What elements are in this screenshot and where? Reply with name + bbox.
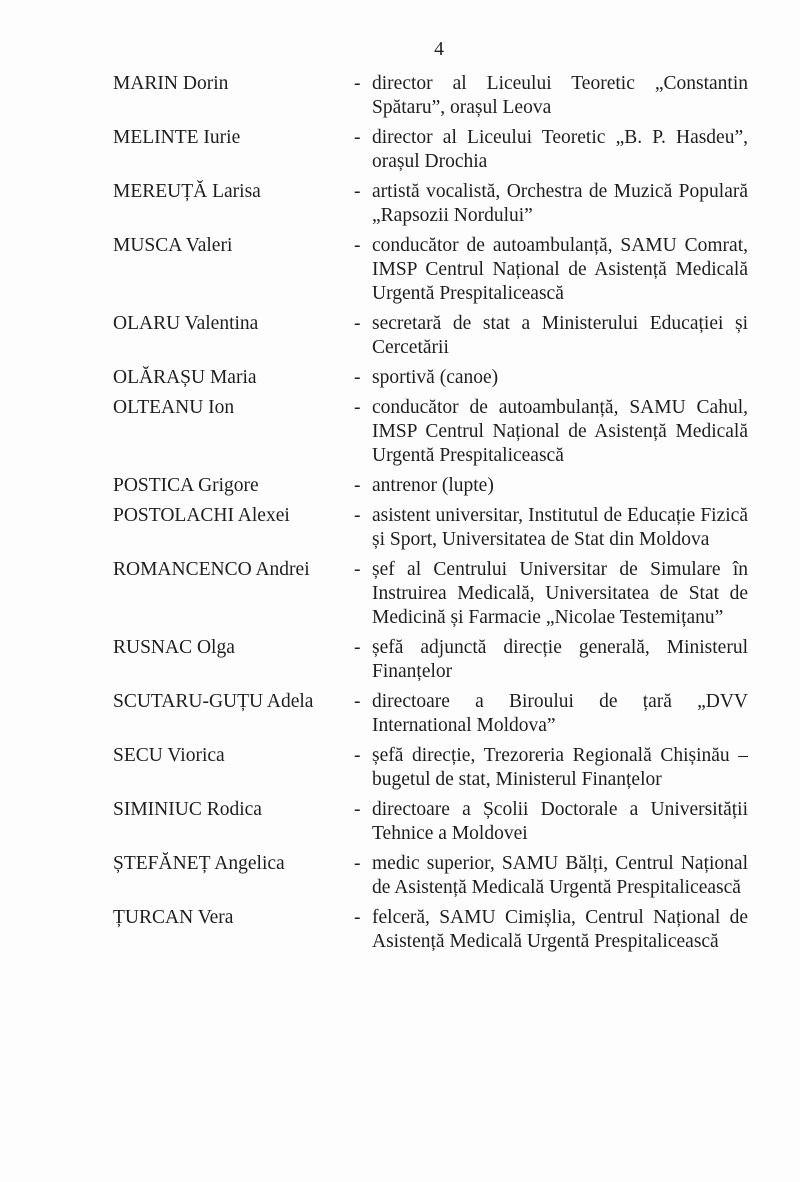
list-item xyxy=(113,126,763,174)
person-name: MELINTE Iurie xyxy=(113,127,241,148)
person-name: SIMINIUC Rodica xyxy=(113,799,262,820)
dash-separator: - xyxy=(354,181,361,202)
dash-separator: - xyxy=(354,235,361,256)
person-description: sportivă (canoe) xyxy=(372,367,499,388)
list-item xyxy=(113,558,763,630)
dash-separator: - xyxy=(354,313,361,334)
person-description: medic superior, SAMU Bălți, Centrul Național de Asistență Medicală Urgentă Prespitalicească xyxy=(372,853,748,898)
person-description: felceră, SAMU Cimișlia, Centrul Național de Asistență Medicală Urgentă Prespitalicească xyxy=(372,907,748,952)
person-description: șef al Centrului Universitar de Simulare în Instruirea Medicală, Universitatea de Stat de Medicină și Farmacie „Nicolae Testemițanu” xyxy=(372,559,748,628)
list-item xyxy=(113,180,763,228)
person-name: OLĂRAȘU Maria xyxy=(113,367,257,388)
person-name: OLARU Valentina xyxy=(113,313,259,334)
dash-separator: - xyxy=(354,367,361,388)
person-name: ȘTEFĂNEȚ Angelica xyxy=(113,853,285,874)
dash-separator: - xyxy=(354,475,361,496)
dash-separator: - xyxy=(354,397,361,418)
person-name: MARIN Dorin xyxy=(113,73,229,94)
person-description: director al Liceului Teoretic „Constantin Spătaru”, orașul Leova xyxy=(372,73,748,118)
person-description: artistă vocalistă, Orchestra de Muzică Populară „Rapsozii Nordului” xyxy=(372,181,748,226)
list-item xyxy=(113,636,763,684)
entries-list xyxy=(113,72,763,960)
list-item xyxy=(113,396,763,468)
list-item xyxy=(113,906,763,954)
person-name: SCUTARU-GUȚU Adela xyxy=(113,691,314,712)
person-description: antrenor (lupte) xyxy=(372,475,494,496)
person-name: SECU Viorica xyxy=(113,745,225,766)
list-item xyxy=(113,798,763,846)
list-item xyxy=(113,744,763,792)
dash-separator: - xyxy=(354,745,361,766)
dash-separator: - xyxy=(354,691,361,712)
page-number: 4 xyxy=(434,39,444,60)
dash-separator: - xyxy=(354,907,361,928)
list-item xyxy=(113,504,763,552)
dash-separator: - xyxy=(354,505,361,526)
person-name: POSTOLACHI Alexei xyxy=(113,505,290,526)
list-item xyxy=(113,234,763,306)
person-description: conducător de autoambulanță, SAMU Comrat, IMSP Centrul Național de Asistență Medicală Urgentă Prespitalicească xyxy=(372,235,748,304)
person-description: secretară de stat a Ministerului Educației și Cercetării xyxy=(372,313,748,358)
person-name: ȚURCAN Vera xyxy=(113,907,234,928)
person-description: directoare a Școlii Doctorale a Universității Tehnice a Moldovei xyxy=(372,799,748,844)
list-item xyxy=(113,690,763,738)
dash-separator: - xyxy=(354,637,361,658)
person-description: director al Liceului Teoretic „B. P. Hasdeu”, orașul Drochia xyxy=(372,127,748,172)
list-item xyxy=(113,852,763,900)
person-name: POSTICA Grigore xyxy=(113,475,259,496)
dash-separator: - xyxy=(354,127,361,148)
person-name: MUSCA Valeri xyxy=(113,235,233,256)
person-description: asistent universitar, Institutul de Educație Fizică și Sport, Universitatea de Stat din Moldova xyxy=(372,505,748,550)
person-name: MEREUȚĂ Larisa xyxy=(113,181,261,202)
person-name: OLTEANU Ion xyxy=(113,397,235,418)
dash-separator: - xyxy=(354,799,361,820)
person-description: conducător de autoambulanță, SAMU Cahul, IMSP Centrul Național de Asistență Medicală Urgentă Prespitalicească xyxy=(372,397,748,466)
dash-separator: - xyxy=(354,73,361,94)
list-item xyxy=(113,72,763,120)
person-description: directoare a Biroului de țară „DVV International Moldova” xyxy=(372,691,748,736)
dash-separator: - xyxy=(354,853,361,874)
person-description: șefă adjunctă direcție generală, Ministerul Finanțelor xyxy=(372,637,748,682)
list-item xyxy=(113,366,763,390)
person-name: ROMANCENCO Andrei xyxy=(113,559,310,580)
dash-separator: - xyxy=(354,559,361,580)
person-name: RUSNAC Olga xyxy=(113,637,235,658)
person-description: șefă direcție, Trezoreria Regională Chișinău – bugetul de stat, Ministerul Finanțelor xyxy=(372,745,748,790)
list-item xyxy=(113,312,763,360)
list-item xyxy=(113,474,763,498)
